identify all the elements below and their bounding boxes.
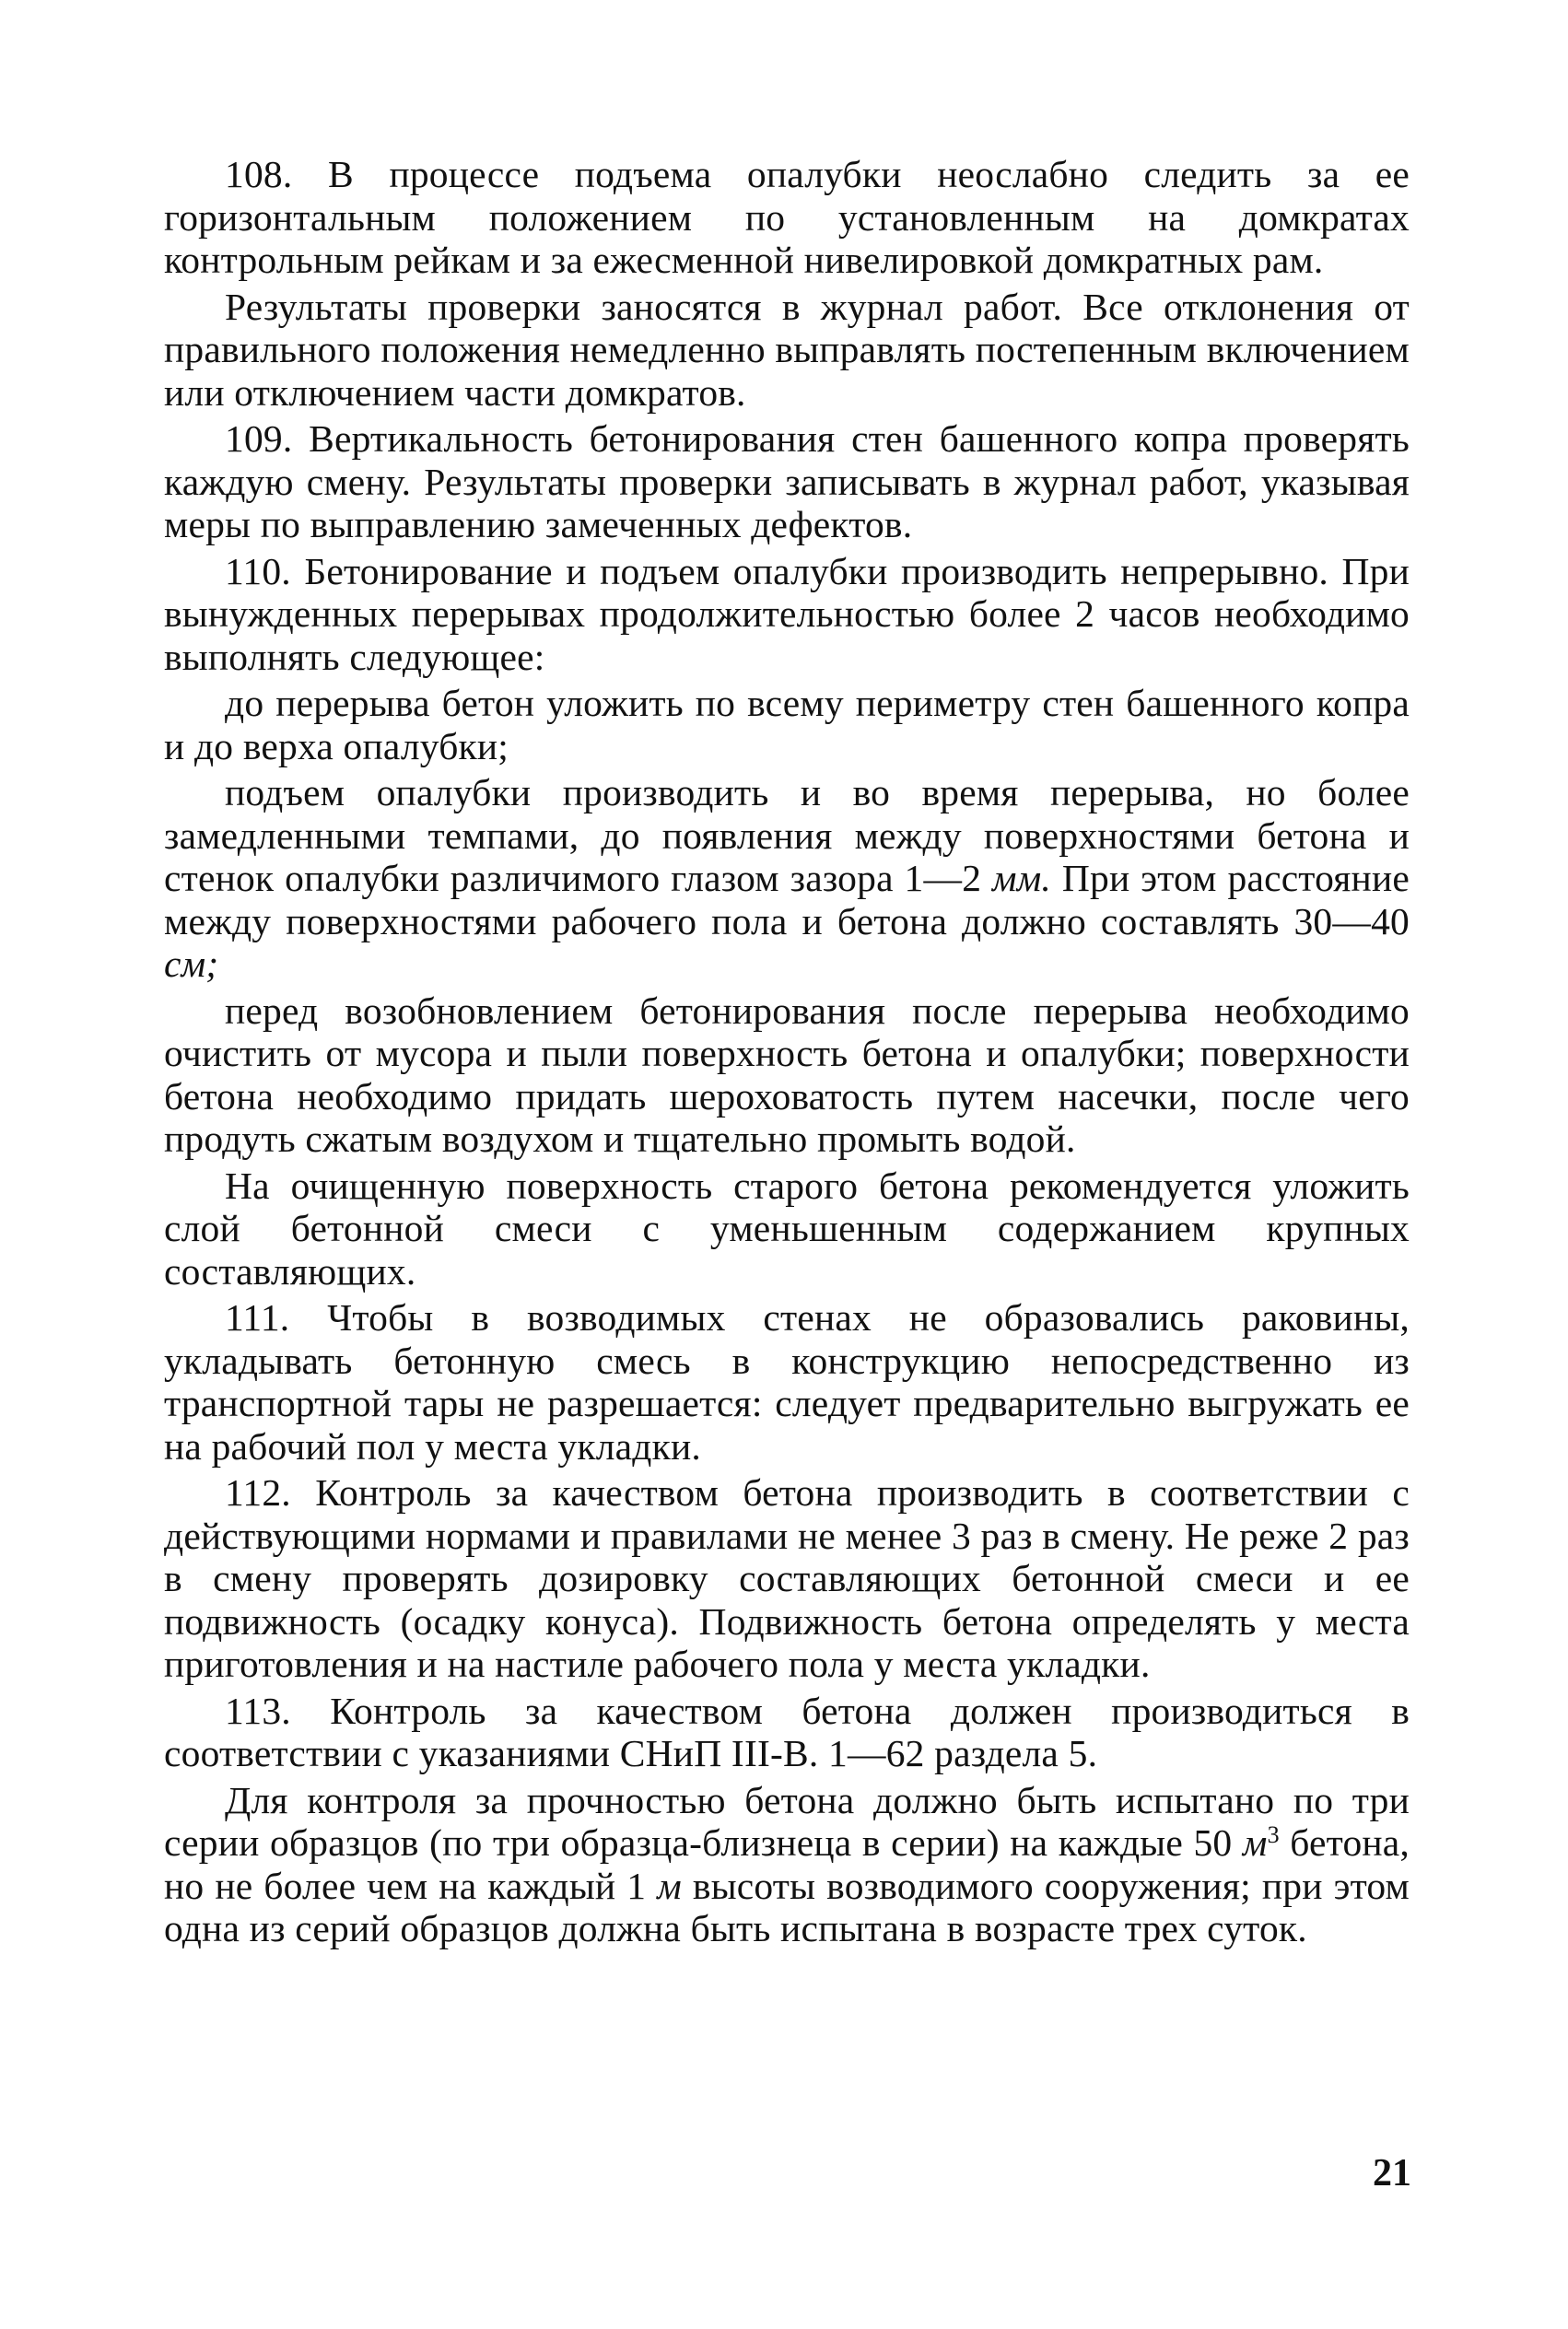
- paragraph-109: 109. Вертикальность бетонирования стен башенного копра проверять каждую смену. Результаты проверки записывать в журнал работ, указывая меры по выправлению замеченных дефектов.: [164, 417, 1410, 545]
- paragraph-113-samples: Для контроля за прочностью бетона должно быть испытано по три серии образцов (по три образца-близнеца в серии) на каждые 50 $м^3$ бетона, но не более чем на каждый 1 м высоты возводимого сооружения; при этом одна из серий образцов должна быть испытана в возрасте трех суток.: [164, 1778, 1410, 1949]
- paragraph-113: 113. Контроль за качеством бетона должен производиться в соответствии с указаниями СНиП III-В. 1—62 раздела 5.: [164, 1689, 1410, 1774]
- paragraph-112: 112. Контроль за качеством бетона производить в соответствии с действующими нормами и правилами не менее 3 раз в смену. Не реже 2 раз в смену проверять дозировку составляющих бетонной смеси и ее подвижность (осадку конуса). Подвижность бетона определять у места приготовления и на настиле рабочего пола у места укладки.: [164, 1471, 1410, 1685]
- unit-mm: мм.: [992, 857, 1051, 899]
- paragraph-110-item-2: подъем опалубки производить и во время перерыва, но более замедленными темпами, до появления между поверхностями бетона и стенок опалубки различимого глазом зазора 1—2 мм. При этом расстояние между поверхностями рабочего пола и бетона должно составлять 30—40 см;: [164, 771, 1410, 985]
- unit-cm: см;: [164, 942, 219, 985]
- paragraph-110-item-1: до перерыва бетон уложить по всему периметру стен башенного копра и до верха опалубки;: [164, 682, 1410, 767]
- paragraph-110-item-3: перед возобновлением бетонирования после перерыва необходимо очистить от мусора и пыли поверхность бетона и опалубки; поверхности бетона необходимо придать шероховатость путем насечки, после чего продуть сжатым воздухом и тщательно промыть водой.: [164, 989, 1410, 1160]
- paragraph-108-results: Результаты проверки заносятся в журнал работ. Все отклонения от правильного положения немедленно выправлять постепенным включением или отключением части домкратов.: [164, 285, 1410, 414]
- paragraph-111: 111. Чтобы в возводимых стенах не образовались раковины, укладывать бетонную смесь в конструкцию непосредственно из транспортной тары не разрешается: следует предварительно выгружать ее на рабочий пол у места укладки.: [164, 1296, 1410, 1468]
- unit-m3: м: [1242, 1821, 1268, 1864]
- unit-m3-exponent: 3: [1267, 1821, 1280, 1848]
- page-body: [164, 153, 1410, 1954]
- page-number: 21: [1373, 2152, 1411, 2194]
- paragraph-108: 108. В процессе подъема опалубки неослабно следить за ее горизонтальным положением по установленным на домкратах контрольным рейкам и за ежесменной нивелировкой домкратных рам.: [164, 153, 1410, 281]
- paragraph-110: 110. Бетонирование и подъем опалубки производить непрерывно. При вынужденных перерывах продолжительностью более 2 часов необходимо выполнять следующее:: [164, 549, 1410, 678]
- paragraph-110-note: На очищенную поверхность старого бетона рекомендуется уложить слой бетонной смеси с уменьшенным содержанием крупных составляющих.: [164, 1164, 1410, 1293]
- unit-m: м: [657, 1864, 682, 1907]
